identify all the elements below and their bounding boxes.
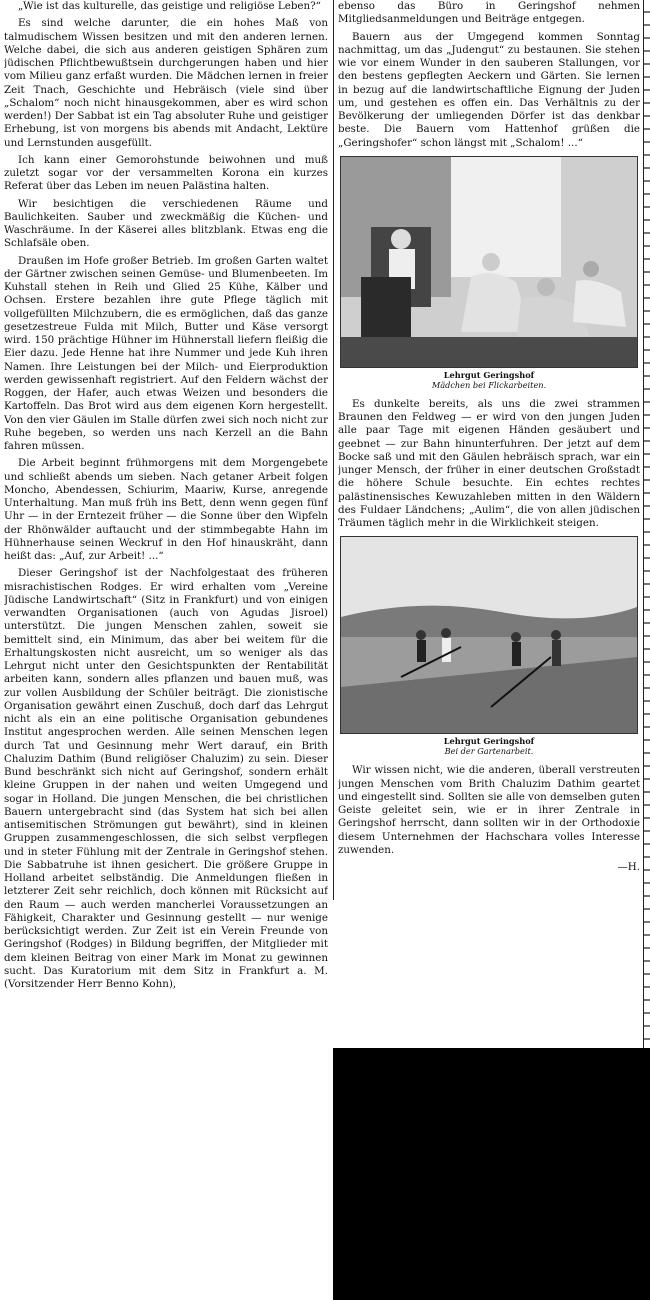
author-signature: —H. bbox=[617, 861, 640, 873]
left-column bbox=[4, 0, 328, 1300]
caption-subtitle: Mädchen bei Flickarbeiten. bbox=[431, 379, 547, 390]
caption-title: Lehrgut Geringshof bbox=[443, 369, 535, 380]
paragraph: Es sind welche darunter, die ein hohes Maß von talmudischem Wissen besitzen und mit den anderen lernen. Welche dabei, die sich aus anderen geistigen Sphären zum jüdischen Pflichtbewußtsein durchgerungen haben und hier vom Milieu ganz erfaßt wurden. Die Mädchen lernen in freier Zeit Tnach, Geschichte und Hebräisch (viele sind über „Schalom“ noch nicht hinausgekommen, aber es wird schon werden!) Der Sabbat ist ein Tag absoluter Ruhe und geistiger Erhebung, ist von morgens bis abends mit Andacht, Lektüre und Lernstunden ausgefüllt. bbox=[4, 17, 328, 149]
paragraph: Draußen im Hofe großer Betrieb. Im großen Garten waltet der Gärtner zwischen seinen Gemüse- und Blumenbeeten. Im Kuhstall stehen in Reih und Glied 25 Kühe, Kälber und Ochsen. Erstere bezahlen ihre gute Pflege täglich mit vollgefüllten Milchzubern, die es ermöglichen, daß das ganze gesetzestreue Fulda mit Milch, Butter und Käse versorgt wird. 150 prächtige Hühner im Hühnerstall liefern fleißig die Eier dazu. Jede Henne hat ihre Nummer und jede Kuh ihren Namen. Ihre Leistungen bei der Milch- und Eierproduktion werden gewissenhaft registriert. Auf den Feldern wächst der Roggen, der Hafer, auch etwas Weizen und besonders die Kartoffeln. Das Brot wird aus dem eigenen Korn hergestellt. Von den vier Gäulen im Stalle dürfen zwei sich noch nicht zur Ruhe begeben, so werden uns nach Kerzell an die Bahn fahren müssen. bbox=[4, 254, 328, 452]
caption-subtitle: Bei der Gartenarbeit. bbox=[444, 746, 534, 757]
middle-column bbox=[338, 0, 640, 1050]
paragraph: Ich kann einer Gemorohstunde beiwohnen und muß zuletzt sogar vor der versammelten Korona ein kurzes Referat über das Leben im neuen Palästina halten. bbox=[4, 153, 328, 193]
paragraph: Es dunkelte bereits, als uns die zwei strammen Braunen den Feldweg — er wird von den jungen Juden alle paar Tage mit eigenen Händen gesäubert und geebnet — zur Bahn hinunterfuhren. Der jetzt auf dem Bocke saß und mit den Gäulen hebräisch sprach, war ein junger Mensch, der früher in einer deutschen Großstadt die höhere Schule besuchte. Ein echtes rechtes palästinensisches Kewuzahleben mitten in den Wäldern des Fuldaer Ländchens; „Aulim“, die von allen jüdischen Träumen täglich mehr in die Wirklichkeit steigen. bbox=[338, 397, 640, 529]
paragraph: Wir besichtigen die verschiedenen Räume und Baulichkeiten. Sauber und zweckmäßig die Küchen- und Waschräume. In der Käserei alles blitzblank. Etwas eng die Schlafsäle oben. bbox=[4, 197, 328, 250]
paragraph: „Wie ist das kulturelle, das geistige und religiöse Leben?“ bbox=[18, 0, 321, 12]
paragraph: Wir wissen nicht, wie die anderen, überall verstreuten jungen Menschen vom Brith Chaluzim Dathim geartet und eingestellt sind. Sollten sie alle von demselben guten Geiste geleitet sein, wie er in ihrer Zentrale in Geringshof herrscht, dann sollten wir in der Orthodoxie diesem Unternehmen der Hachschara volles Interesse zuwenden. bbox=[338, 764, 640, 856]
paragraph: ebenso das Büro in Geringshof nehmen Mitgliedsanmeldungen und Beiträge entgegen. bbox=[338, 0, 640, 26]
adjacent-column-fragment bbox=[644, 0, 650, 1050]
photo-illustration bbox=[341, 537, 637, 733]
photo-caption bbox=[338, 370, 640, 390]
paragraph: Die Arbeit beginnt frühmorgens mit dem Morgengebete und schließt abends um sieben. Nach getaner Arbeit folgen Moncho, Abendessen, Schiurim, Maariw, Kurse, anregende Unterhaltung. Man muß früh ins Bett, denn wenn gegen fünf Uhr — in der Erntezeit früher — die Sonne über den Wipfeln der Rhönwälder auftaucht und der stimmbegabte Hahn im Hühnerhause seinen Weckruf in den Hof hinauskräht, dann heißt das: „Auf, zur Arbeit! ...“ bbox=[4, 457, 328, 562]
photo-girls-mending bbox=[340, 156, 638, 368]
column-divider bbox=[333, 0, 334, 900]
caption-title: Lehrgut Geringshof bbox=[443, 736, 535, 747]
photo-illustration bbox=[341, 157, 637, 367]
paragraph: Dieser Geringshof ist der Nachfolgestaat des früheren misrachistischen Rodges. Er wird erhalten vom „Vereine Jüdische Landwirtschaft“ (Sitz in Frankfurt) und von einigen verwandten Organisationen (auch von Agudas Jisroel) unterstützt. Die jungen Menschen zahlen, soweit sie bemittelt sind, ein Minimum, das aber bei weitem für die Erhaltungskosten nicht ausreicht, um so weniger als das Lehrgut nicht unter den Gesichtspunkten der Rentabilität arbeiten kann, sondern alles pflanzen und bauen muß, was zur vollen Ausbildung der Schüler beiträgt. Die zionistische Organisation gewährt einen Zuschuß, doch darf das Lehrgut nicht als ein an eine politische Organisation gebundenes Institut angesprochen werden. Alle seinen Menschen legen durch Tat und Gesinnung mehr Wert darauf, ein Brith Chaluzim Dathim (Bund religiöser Chaluzim) zu sein. Dieser Bund beschränkt sich nicht auf Geringshof, sondern erhält kleine Gruppen in der nahen und weiten Umgegend und sogar in Holland. Die jungen Menschen, die bei christlichen Bauern untergebracht sind (das System hat sich bei allen antisemitischen Strömungen gut bewährt), sind in kleinen Gruppen zusammengeschlossen, die sich selbst verpflegen und in steter Fühlung mit der Zentrale in Geringshof stehen. Die Sabbatruhe ist ihnen gesichert. Die größere Gruppe in Holland arbeitet selbständig. Die Anmeldungen fließen in letzterer Zeit sehr reichlich, doch können mit Rücksicht auf den Raum — auch werden mancherlei Voraussetzungen an Fähigkeit, Charakter und Gesinnung gestellt — nur wenige berücksichtigt werden. Zur Zeit ist ein Verein Freunde von Geringshof (Rodges) in Bildung begriffen, der Mitglieder mit dem kleinen Beitrag von einer Mark im Monat zu gewinnen sucht. Das Kuratorium mit dem Sitz in Frankfurt a. M. (Vorsitzender Herr Benno Kohn), bbox=[4, 567, 328, 990]
photo-garden-work bbox=[340, 536, 638, 734]
photo-caption bbox=[338, 736, 640, 756]
black-area bbox=[333, 1048, 650, 1300]
paragraph: Bauern aus der Umgegend kommen Sonntag nachmittag, um das „Judengut“ zu bestaunen. Sie stehen wie vor einem Wunder in den sauberen Stallungen, vor den bestens gepflegten Aeckern und Gärten. Sie lernen in bezug auf die landwirtschaftliche Eignung der Juden um, und gestehen es offen ein. Das Verhältnis zu der Bevölkerung der umliegenden Dörfer ist das denkbar beste. Die Bauern vom Hattenhof grüßen die „Geringshofer“ schon längst mit „Schalom! ...“ bbox=[338, 30, 640, 149]
